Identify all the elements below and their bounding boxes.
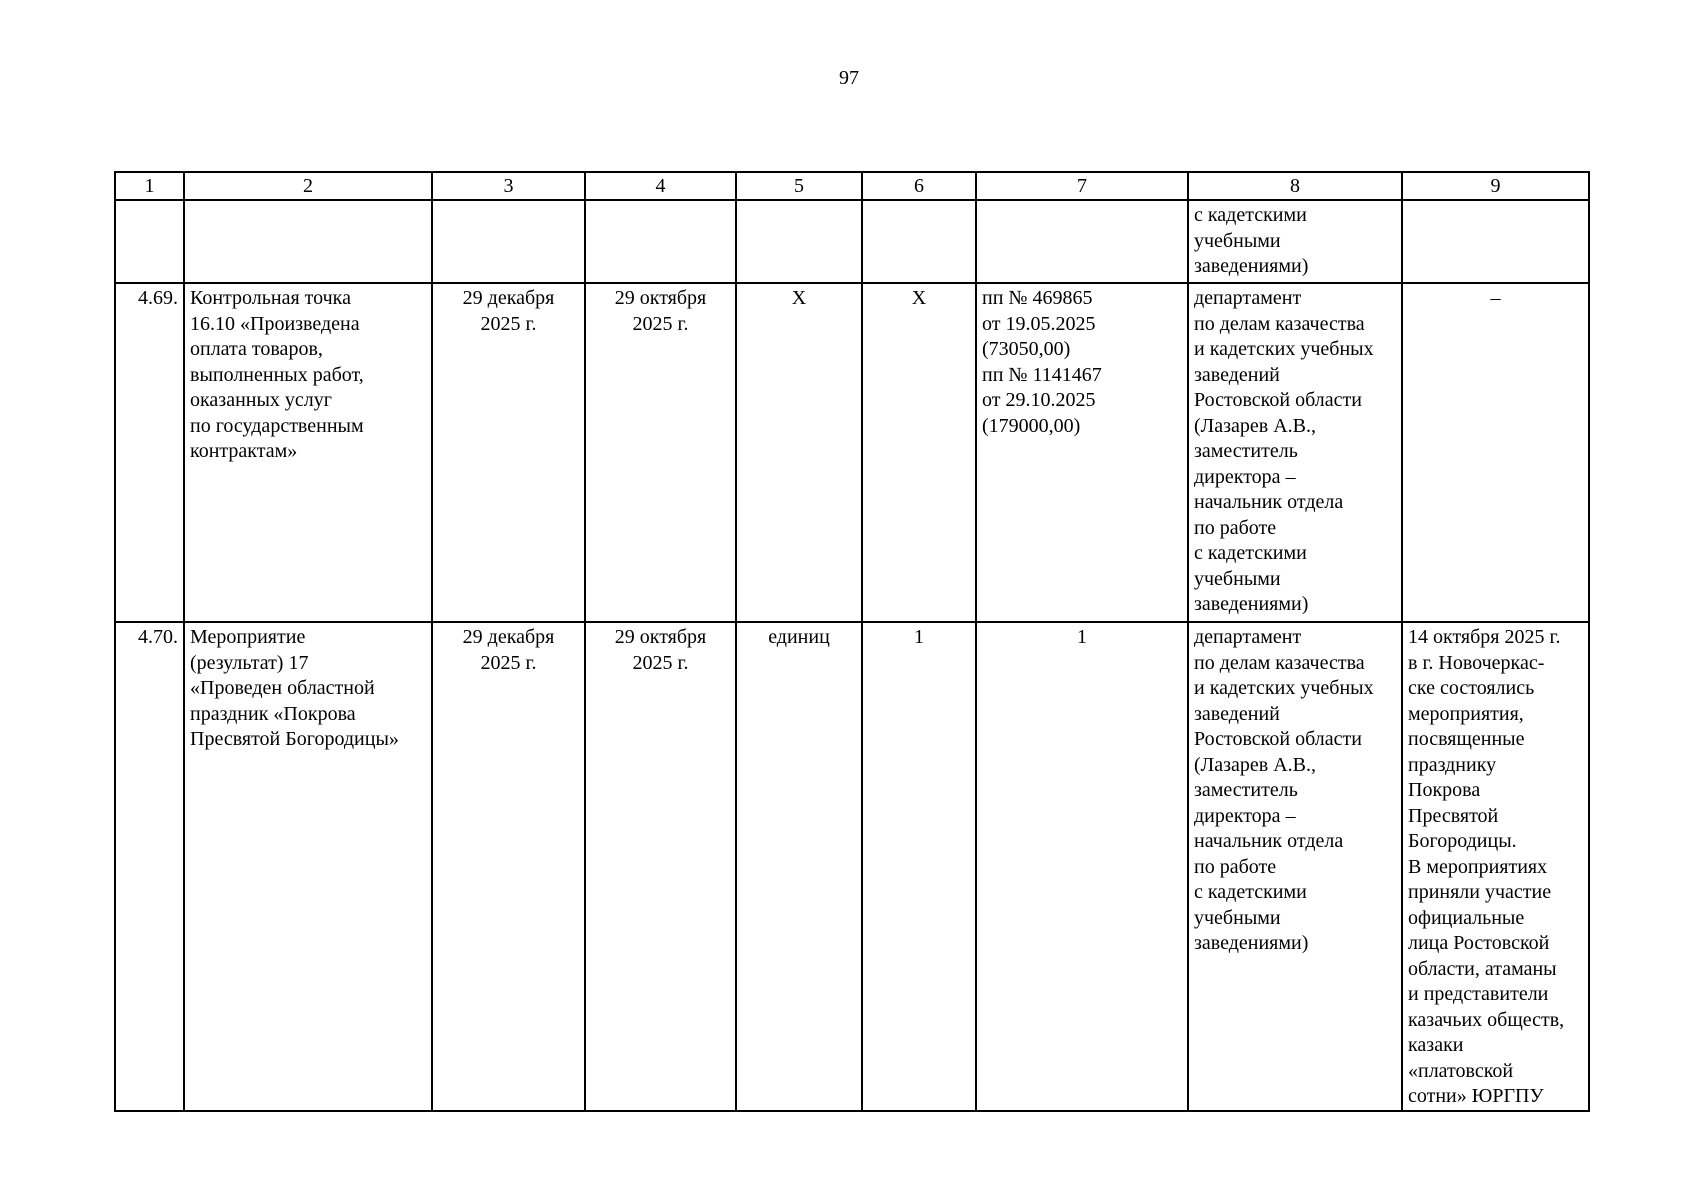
plan-date-cell	[432, 200, 585, 283]
page-number: 97	[839, 67, 859, 89]
item-name-cell: Мероприятие (результат) 17 «Проведен областной праздник «Покрова Пресвятой Богородицы»	[184, 622, 432, 1111]
responsible-cell: с кадетскими учебными заведениями)	[1188, 200, 1402, 283]
note-cell: –	[1402, 283, 1589, 622]
table-row	[115, 622, 1589, 1111]
column-header: 9	[1402, 172, 1589, 200]
row-number-cell: 4.69.	[115, 283, 184, 622]
fact-value-cell	[976, 200, 1188, 283]
plan-value-cell: 1	[862, 622, 976, 1111]
plan-date-cell: 29 декабря 2025 г.	[432, 622, 585, 1111]
column-header: 2	[184, 172, 432, 200]
table-header-row	[115, 172, 1589, 200]
plan-value-cell	[862, 200, 976, 283]
column-header: 4	[585, 172, 736, 200]
table-row	[115, 200, 1589, 283]
table-row	[115, 283, 1589, 622]
fact-date-cell	[585, 200, 736, 283]
note-cell: 14 октября 2025 г. в г. Новочеркас- ске состоялись мероприятия, посвященные празднику Покрова Пресвятой Богородицы. В мероприятиях приняли участие официальные лица Ростовской области, атаманы и представители казачьих обществ, казаки «платовской сотни» ЮРГПУ	[1402, 622, 1589, 1111]
column-header: 7	[976, 172, 1188, 200]
plan-value-cell: Х	[862, 283, 976, 622]
row-number-cell	[115, 200, 184, 283]
column-header: 5	[736, 172, 862, 200]
responsible-cell: департамент по делам казачества и кадетских учебных заведений Ростовской области (Лазарев А.В., заместитель директора – начальник отдела по работе с кадетскими учебными заведениями)	[1188, 283, 1402, 622]
plan-date-cell: 29 декабря 2025 г.	[432, 283, 585, 622]
unit-cell: Х	[736, 283, 862, 622]
row-number-cell: 4.70.	[115, 622, 184, 1111]
item-name-cell: Контрольная точка 16.10 «Произведена оплата товаров, выполненных работ, оказанных услуг по государственным контрактам»	[184, 283, 432, 622]
fact-value-cell: 1	[976, 622, 1188, 1111]
fact-date-cell: 29 октября 2025 г.	[585, 283, 736, 622]
item-name-cell	[184, 200, 432, 283]
column-header: 8	[1188, 172, 1402, 200]
column-header: 6	[862, 172, 976, 200]
fact-date-cell: 29 октября 2025 г.	[585, 622, 736, 1111]
unit-cell: единиц	[736, 622, 862, 1111]
column-header: 1	[115, 172, 184, 200]
note-cell	[1402, 200, 1589, 283]
report-table	[114, 171, 1590, 1112]
fact-value-cell: пп № 469865 от 19.05.2025 (73050,00) пп № 1141467 от 29.10.2025 (179000,00)	[976, 283, 1188, 622]
column-header: 3	[432, 172, 585, 200]
responsible-cell: департамент по делам казачества и кадетских учебных заведений Ростовской области (Лазарев А.В., заместитель директора – начальник отдела по работе с кадетскими учебными заведениями)	[1188, 622, 1402, 1111]
unit-cell	[736, 200, 862, 283]
